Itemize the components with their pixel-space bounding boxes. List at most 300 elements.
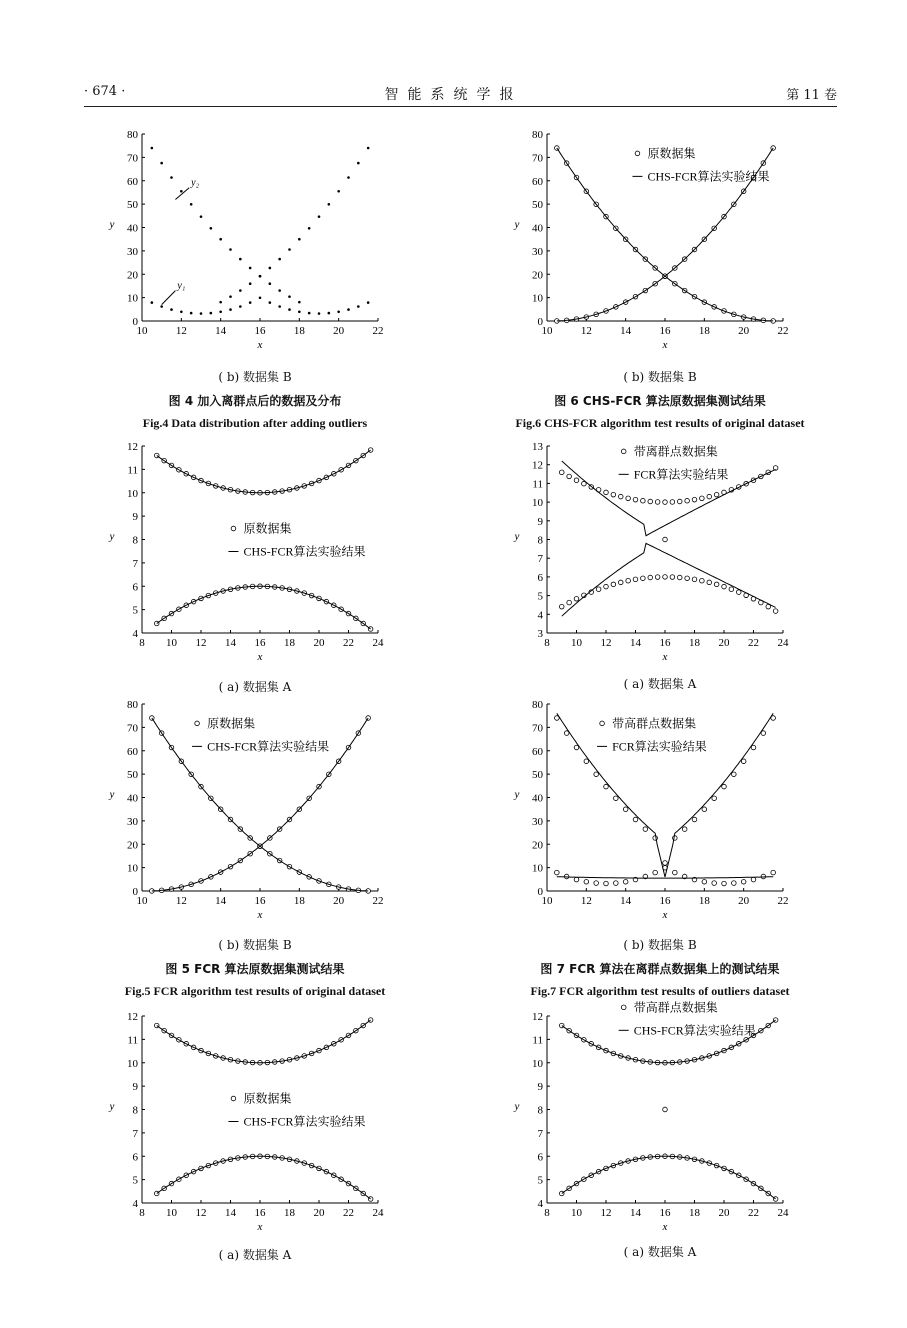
legend-marker-circle <box>231 526 236 531</box>
caption-fig6-cn: 图 6 CHS-FCR 算法原数据集测试结果 <box>554 394 766 408</box>
chart-fig5b <box>100 698 390 923</box>
legend-label: CHS-FCR算法实验结果 <box>633 1023 756 1038</box>
data-point <box>618 580 623 585</box>
data-point <box>771 870 776 875</box>
y-tick-label: 0 <box>537 886 543 898</box>
x-tick-label: 18 <box>293 895 305 907</box>
y-tick-label: 7 <box>537 553 543 566</box>
chart-fig5a <box>100 440 390 665</box>
data-point <box>574 596 579 601</box>
legend-marker-circle <box>600 721 605 726</box>
y-tick-label: 8 <box>537 534 543 547</box>
y-tick-label: 6 <box>537 1151 543 1164</box>
y-tick-label: 3 <box>537 628 543 640</box>
y-tick-label: 4 <box>537 609 543 622</box>
data-point <box>200 215 203 218</box>
y-tick-label: 9 <box>132 1081 138 1094</box>
data-point <box>611 492 616 497</box>
data-point <box>337 310 340 313</box>
legend-label: 带离群点数据集 <box>633 444 718 459</box>
legend-marker-circle <box>195 721 200 726</box>
data-point <box>614 881 619 886</box>
data-point <box>278 258 281 261</box>
y-tick-label: 8 <box>132 534 138 547</box>
data-point <box>219 238 222 241</box>
y-tick-label: 60 <box>532 175 543 188</box>
data-point <box>648 575 653 580</box>
caption-fig6b-sub: ( b) 数据集 B <box>623 370 697 384</box>
x-tick-label: 22 <box>777 895 789 907</box>
data-point <box>249 282 252 285</box>
x-tick-label: 22 <box>372 325 384 337</box>
y-tick-label: 10 <box>532 1057 543 1070</box>
y-tick-label: 30 <box>532 245 543 258</box>
y-tick-label: 9 <box>537 1081 543 1094</box>
y-tick-label: 60 <box>127 745 138 758</box>
chart-fig4b <box>100 128 390 353</box>
legend-label: 原数据集 <box>243 1091 292 1106</box>
y-axis-label: y <box>109 218 115 231</box>
data-point <box>722 881 727 886</box>
x-tick-label: 8 <box>544 637 550 649</box>
y-tick-label: 6 <box>537 571 543 584</box>
y-tick-label: 7 <box>132 557 138 570</box>
x-tick-label: 22 <box>748 637 759 649</box>
legend-label: 原数据集 <box>647 146 696 161</box>
fit-line <box>157 1020 371 1063</box>
legend-label: 带高群点数据集 <box>612 716 697 731</box>
x-tick-label: 10 <box>571 637 582 649</box>
data-point <box>298 238 301 241</box>
chart-fig6b <box>505 128 795 353</box>
y-tick-label: 5 <box>537 590 543 603</box>
data-point <box>655 575 660 580</box>
x-tick-label: 14 <box>630 637 641 649</box>
data-point <box>633 497 638 502</box>
data-point <box>357 162 360 165</box>
data-point <box>574 478 579 483</box>
y-tick-label: 50 <box>127 199 138 212</box>
data-point <box>741 879 746 884</box>
volume-label: 第 11 卷 <box>786 88 837 103</box>
fit-line <box>562 1156 776 1199</box>
data-point <box>722 784 727 789</box>
x-tick-label: 8 <box>139 637 145 649</box>
x-tick-label: 10 <box>541 895 553 907</box>
data-point <box>702 807 707 812</box>
x-tick-label: 18 <box>284 1207 295 1219</box>
legend-marker-circle <box>621 449 626 454</box>
y-tick-label: 80 <box>127 699 138 711</box>
data-point <box>318 312 321 315</box>
y-tick-label: 12 <box>532 459 543 472</box>
y-tick-label: 11 <box>127 1034 138 1047</box>
data-point <box>190 312 193 315</box>
data-point <box>648 499 653 504</box>
y-tick-label: 30 <box>127 245 138 258</box>
data-point <box>559 470 564 475</box>
y-tick-label: 70 <box>532 152 543 165</box>
journal-title: 智能系统学报 <box>384 87 523 103</box>
legend-label: 原数据集 <box>207 716 256 731</box>
y-tick-label: 0 <box>132 886 138 898</box>
data-point <box>700 578 705 583</box>
y-tick-label: 10 <box>532 497 543 510</box>
data-point <box>614 796 619 801</box>
chart-last-left <box>100 1010 390 1235</box>
y-tick-label: 40 <box>532 222 543 235</box>
x-tick-label: 20 <box>333 325 345 337</box>
data-point <box>298 301 301 304</box>
data-point <box>249 267 252 270</box>
x-tick-label: 20 <box>718 637 730 649</box>
x-tick-label: 12 <box>600 1207 612 1219</box>
y-tick-label: 20 <box>532 839 543 852</box>
caption-fig7-cn: 图 7 FCR 算法在离群点数据集上的测试结果 <box>540 962 780 976</box>
data-point <box>239 305 242 308</box>
data-point <box>269 301 272 304</box>
data-point <box>269 267 272 270</box>
data-point <box>190 203 193 206</box>
data-point <box>677 575 682 580</box>
y-tick-label: 4 <box>132 628 138 640</box>
data-point <box>604 490 609 495</box>
x-tick-label: 12 <box>175 895 187 907</box>
legend-marker-circle <box>621 1005 626 1010</box>
y-tick-label: 10 <box>532 862 543 875</box>
data-point <box>200 312 203 315</box>
data-point <box>623 807 628 812</box>
data-point <box>692 817 697 822</box>
curve-label-y1: y₁ <box>177 280 186 292</box>
data-point <box>653 870 658 875</box>
y-tick-label: 5 <box>132 1174 138 1187</box>
x-axis-label: x <box>257 339 263 351</box>
x-axis-label: x <box>257 909 263 921</box>
data-point <box>239 289 242 292</box>
data-point <box>670 575 675 580</box>
x-tick-label: 20 <box>738 325 750 337</box>
data-point <box>278 289 281 292</box>
x-tick-label: 24 <box>372 637 384 649</box>
legend-label: CHS-FCR算法实验结果 <box>207 739 330 754</box>
x-axis-label: x <box>662 339 668 351</box>
x-tick-label: 12 <box>580 895 592 907</box>
data-point <box>229 248 232 251</box>
x-tick-label: 12 <box>580 325 592 337</box>
y-tick-label: 12 <box>532 1011 543 1023</box>
data-point <box>677 499 682 504</box>
data-point <box>685 498 690 503</box>
x-tick-label: 22 <box>372 895 384 907</box>
x-tick-label: 16 <box>254 637 266 649</box>
x-tick-label: 22 <box>343 1207 354 1219</box>
x-tick-label: 18 <box>689 637 700 649</box>
data-point <box>655 500 660 505</box>
data-point <box>219 301 222 304</box>
data-point <box>700 496 705 501</box>
data-point <box>210 227 213 230</box>
y-tick-label: 20 <box>127 839 138 852</box>
y-tick-label: 6 <box>132 581 138 594</box>
data-point <box>641 576 646 581</box>
x-tick-label: 16 <box>254 895 266 907</box>
data-point <box>594 772 599 777</box>
data-point <box>347 176 350 179</box>
y-tick-label: 50 <box>532 199 543 212</box>
data-point <box>633 817 638 822</box>
legend-label: 带高群点数据集 <box>633 1000 718 1015</box>
y-tick-label: 9 <box>132 511 138 524</box>
y-tick-label: 7 <box>132 1127 138 1140</box>
data-point <box>751 877 756 882</box>
data-point <box>692 577 697 582</box>
y-tick-label: 13 <box>532 441 543 453</box>
data-point <box>741 759 746 764</box>
x-tick-label: 10 <box>136 895 148 907</box>
x-tick-label: 20 <box>718 1207 730 1219</box>
x-tick-label: 18 <box>293 325 305 337</box>
header-rule <box>84 106 837 107</box>
caption-fig5-cn: 图 5 FCR 算法原数据集测试结果 <box>165 962 345 976</box>
x-tick-label: 12 <box>195 637 207 649</box>
x-tick-label: 14 <box>630 1207 641 1219</box>
data-point <box>288 308 291 311</box>
data-point <box>773 609 778 614</box>
x-tick-label: 20 <box>313 1207 325 1219</box>
data-point <box>259 275 262 278</box>
data-point <box>633 577 638 582</box>
data-point <box>170 176 173 179</box>
y-tick-label: 30 <box>532 815 543 828</box>
data-point <box>604 881 609 886</box>
x-tick-label: 12 <box>600 637 612 649</box>
y-axis-label: y <box>109 1100 115 1113</box>
x-tick-label: 14 <box>225 637 236 649</box>
x-axis-label: x <box>257 651 263 663</box>
caption-fig4-cn: 图 4 加入离群点后的数据及分布 <box>168 394 342 408</box>
data-point <box>584 879 589 884</box>
y-axis-label: y <box>514 218 520 231</box>
y-tick-label: 60 <box>532 745 543 758</box>
caption-fig5b-sub: ( b) 数据集 B <box>218 938 292 952</box>
data-point <box>151 301 154 304</box>
data-point <box>626 578 631 583</box>
x-tick-label: 20 <box>313 637 325 649</box>
data-point <box>249 301 252 304</box>
y-tick-label: 10 <box>532 292 543 305</box>
x-tick-label: 14 <box>620 895 632 907</box>
y-tick-label: 10 <box>127 862 138 875</box>
fit-line <box>557 713 773 877</box>
legend-label: CHS-FCR算法实验结果 <box>243 1114 366 1129</box>
x-tick-label: 14 <box>215 895 227 907</box>
x-tick-label: 18 <box>698 325 710 337</box>
x-tick-label: 14 <box>225 1207 236 1219</box>
data-point <box>308 312 311 315</box>
x-tick-label: 16 <box>659 1207 671 1219</box>
y-tick-label: 8 <box>132 1104 138 1117</box>
data-point <box>732 881 737 886</box>
x-tick-label: 10 <box>571 1207 582 1219</box>
y-tick-label: 70 <box>127 722 138 735</box>
caption-last-right-sub: ( a) 数据集 A <box>623 1245 697 1259</box>
legend-label: FCR算法实验结果 <box>633 467 729 482</box>
legend-marker-circle <box>635 151 640 156</box>
data-point <box>663 537 668 542</box>
data-point <box>729 587 734 592</box>
chart-fig7b <box>505 698 795 923</box>
legend-label: CHS-FCR算法实验结果 <box>243 544 366 559</box>
y-tick-label: 80 <box>532 129 543 141</box>
caption-fig5-en: Fig.5 FCR algorithm test results of original dataset <box>124 984 386 998</box>
data-point <box>663 1107 668 1112</box>
data-point <box>318 215 321 218</box>
data-point <box>347 308 350 311</box>
data-point <box>682 827 687 832</box>
y-tick-label: 60 <box>127 175 138 188</box>
y-axis-label: y <box>514 1100 520 1113</box>
y-tick-label: 50 <box>127 769 138 782</box>
fit-line <box>562 543 776 616</box>
data-point <box>611 582 616 587</box>
data-point <box>357 305 360 308</box>
x-tick-label: 10 <box>166 1207 177 1219</box>
data-point <box>663 575 668 580</box>
x-tick-label: 14 <box>620 325 632 337</box>
data-point <box>604 784 609 789</box>
data-point <box>269 282 272 285</box>
y-tick-label: 20 <box>532 269 543 282</box>
data-point <box>288 295 291 298</box>
data-point <box>367 147 370 150</box>
y-tick-label: 80 <box>127 129 138 141</box>
data-point <box>685 576 690 581</box>
y-tick-label: 10 <box>127 292 138 305</box>
x-tick-label: 22 <box>748 1207 759 1219</box>
data-point <box>259 296 262 299</box>
x-tick-label: 10 <box>541 325 553 337</box>
data-point <box>643 827 648 832</box>
x-tick-label: 20 <box>738 895 750 907</box>
curve-label-leader <box>175 188 189 200</box>
data-point <box>328 312 331 315</box>
caption-fig7a-sub: ( a) 数据集 A <box>623 677 697 691</box>
caption-fig6-en: Fig.6 CHS-FCR algorithm test results of original dataset <box>515 416 805 430</box>
y-tick-label: 8 <box>537 1104 543 1117</box>
data-point <box>594 881 599 886</box>
caption-fig7-en: Fig.7 FCR algorithm test results of outliers dataset <box>530 984 790 998</box>
y-tick-label: 12 <box>127 1011 138 1023</box>
x-tick-label: 16 <box>254 325 266 337</box>
data-point <box>367 301 370 304</box>
caption-last-left-sub: ( a) 数据集 A <box>218 1248 292 1262</box>
data-point <box>712 796 717 801</box>
fit-line <box>157 1156 371 1199</box>
caption-fig5a-sub: ( a) 数据集 A <box>218 680 292 694</box>
data-point <box>732 772 737 777</box>
x-tick-label: 12 <box>175 325 187 337</box>
y-tick-label: 5 <box>537 1174 543 1187</box>
y-tick-label: 4 <box>132 1198 138 1210</box>
y-tick-label: 20 <box>127 269 138 282</box>
chart-fig7a <box>505 440 795 665</box>
data-point <box>712 881 717 886</box>
x-tick-label: 10 <box>166 637 177 649</box>
data-point <box>229 295 232 298</box>
legend-marker-circle <box>231 1096 236 1101</box>
y-tick-label: 7 <box>537 1127 543 1140</box>
data-point <box>663 500 668 505</box>
x-axis-label: x <box>662 651 668 663</box>
y-tick-label: 11 <box>532 1034 543 1047</box>
x-tick-label: 12 <box>195 1207 207 1219</box>
x-tick-label: 22 <box>343 637 354 649</box>
data-point <box>210 312 213 315</box>
y-tick-label: 0 <box>537 316 543 328</box>
y-tick-label: 6 <box>132 1151 138 1164</box>
x-axis-label: x <box>257 1221 263 1233</box>
x-tick-label: 18 <box>689 1207 700 1219</box>
data-point <box>160 162 163 165</box>
caption-fig4b-sub: ( b) 数据集 B <box>218 370 292 384</box>
data-point <box>702 879 707 884</box>
caption-fig4-en: Fig.4 Data distribution after adding outliers <box>142 416 368 430</box>
y-tick-label: 9 <box>537 515 543 528</box>
y-tick-label: 11 <box>532 478 543 491</box>
y-tick-label: 50 <box>532 769 543 782</box>
fit-line <box>157 586 371 629</box>
x-tick-label: 16 <box>254 1207 266 1219</box>
data-point <box>288 248 291 251</box>
data-point <box>714 582 719 587</box>
x-tick-label: 20 <box>333 895 345 907</box>
x-tick-label: 8 <box>139 1207 145 1219</box>
x-tick-label: 24 <box>777 1207 789 1219</box>
y-tick-label: 80 <box>532 699 543 711</box>
x-tick-label: 18 <box>698 895 710 907</box>
data-point <box>707 580 712 585</box>
data-point <box>278 305 281 308</box>
legend-label: FCR算法实验结果 <box>612 739 707 754</box>
y-tick-label: 11 <box>127 464 138 477</box>
legend-label: CHS-FCR算法实验结果 <box>647 169 770 184</box>
x-axis-label: x <box>662 909 668 921</box>
data-point <box>239 258 242 261</box>
data-point <box>692 497 697 502</box>
page-number: · 674 · <box>84 84 126 99</box>
data-point <box>663 861 668 866</box>
data-point <box>641 498 646 503</box>
y-tick-label: 40 <box>127 792 138 805</box>
chart-last-right <box>505 1000 795 1235</box>
legend-label: 原数据集 <box>243 521 292 536</box>
data-point <box>559 604 564 609</box>
y-tick-label: 0 <box>132 316 138 328</box>
x-tick-label: 22 <box>777 325 789 337</box>
y-axis-label: y <box>109 530 115 543</box>
data-point <box>180 310 183 313</box>
x-tick-label: 24 <box>372 1207 384 1219</box>
x-tick-label: 18 <box>284 637 295 649</box>
y-tick-label: 12 <box>127 441 138 453</box>
data-point <box>170 308 173 311</box>
y-tick-label: 4 <box>537 1198 543 1210</box>
x-tick-label: 24 <box>777 637 789 649</box>
y-axis-label: y <box>514 530 520 543</box>
data-point <box>604 584 609 589</box>
x-axis-label: x <box>662 1221 668 1233</box>
